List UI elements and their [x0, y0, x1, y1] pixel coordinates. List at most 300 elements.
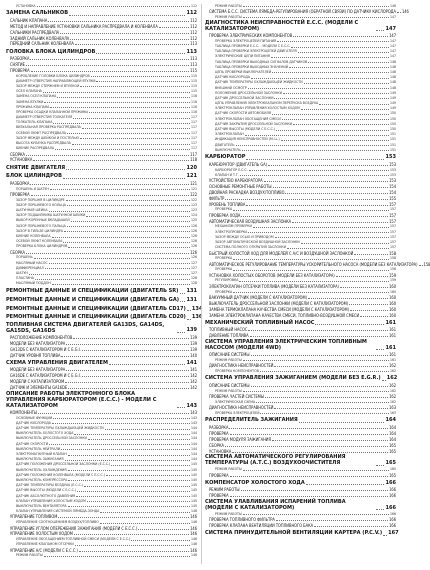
toc-entry	[6, 553, 197, 558]
toc-page-number: 162	[386, 375, 398, 382]
dot-leader	[55, 149, 190, 150]
toc-page-number: 157	[389, 245, 396, 250]
dot-leader	[66, 344, 189, 345]
toc-entry-title: ВИЗУАЛЬНАЯ ПРОВЕРКА РАСПРЕДВАЛА	[16, 125, 81, 130]
dot-leader	[272, 72, 389, 73]
toc-entry-title: ВАКУУМНЫЙ ДАТЧИК (МОДЕЛИ С КАТАЛИЗАТОРОМ)	[209, 294, 308, 300]
toc-page-number: 157	[389, 234, 396, 239]
dot-leader	[75, 545, 190, 546]
dot-leader	[248, 88, 389, 89]
toc-entry-title: ПРОВЕРКА КОМПОНЕНТОВ	[215, 368, 259, 373]
dot-leader	[177, 332, 185, 333]
toc-page-number: 131	[186, 288, 197, 295]
toc-page-number: 139	[190, 340, 197, 346]
toc-page-number: 139	[190, 346, 197, 352]
toc-entry-title: РЕЖИМ РАБОТЫ	[215, 3, 242, 8]
toc-entry-title: ВЫКЛЮЧАТЕЛЬ НЕЙТРАЛИ	[16, 446, 61, 451]
toc-page-number: 120	[186, 164, 197, 171]
dot-leader	[67, 226, 190, 227]
dot-leader	[314, 526, 388, 527]
toc-entry-title: ДАТЧИК СКОРОСТИ АВТОМОБИЛЯ	[215, 111, 272, 116]
dot-leader	[360, 316, 388, 317]
toc-page-number: 141	[190, 367, 197, 373]
toc-page-number: 145	[190, 467, 197, 472]
toc-section-entry	[205, 529, 399, 537]
toc-page-number: 117	[190, 151, 197, 157]
toc-page-number: 126	[190, 255, 197, 260]
toc-page-number: 113	[186, 48, 197, 55]
toc-page-number: 146	[190, 553, 197, 558]
toc-entry-title: ЦЕПЬ УПРАВЛЕНИЯ ЭЛЕКТРОКЛАПАНОМ ПЕРЕПУСКА ВОЗДУХА	[215, 101, 319, 106]
toc-page-number: 161	[385, 344, 396, 351]
toc-page-number: 115	[190, 83, 197, 88]
toc-entry-title: ВЫКЛЮЧАТЕЛЬ ДРОССЕЛЬНОЙ ЗАСЛОНКИ	[16, 436, 87, 441]
toc-entry-title: ПРОВЕРКА ТОПЛИВНОГО ФИЛЬТРА	[209, 517, 275, 523]
toc-page-number: 157	[389, 229, 396, 234]
toc-page-number: 161	[389, 357, 396, 362]
toc-entry	[205, 410, 396, 415]
toc-entry-title: ДАТЧИК ДРОССЕЛЬНОЙ ЗАСЛОНКИ	[215, 95, 274, 100]
dot-leader	[293, 36, 388, 37]
toc-page-number: 164	[385, 417, 396, 424]
toc-entry-title: ОСНОВНЫЕ РЕМОНТНЫЕ РАБОТЫ	[209, 184, 272, 190]
dot-leader	[43, 92, 190, 93]
toc-page-number: 154	[389, 190, 396, 195]
toc-entry-title: ПРОВЕРКА	[215, 256, 233, 261]
toc-page-number: 153	[389, 172, 396, 177]
dot-leader	[100, 523, 190, 524]
toc-page-number: 116	[190, 104, 197, 109]
dot-leader	[96, 81, 190, 82]
dot-leader	[106, 475, 190, 476]
toc-entry-title: ТАБЛИЦА ПРОВЕРКИ ВЫХОДНЫХ СИГНАЛОВ ДАТЧИКОВ	[215, 59, 308, 64]
toc-page-number: 166	[389, 487, 396, 493]
toc-entry-title: ТАБЛИЦА ПРОВЕРКИ ВЫХОДНЫХ ЗНАЧЕНИЙ	[215, 64, 289, 69]
toc-entry-title: ВЫКЛЮЧАТЕЛЬ КОМПРЕССОРА	[16, 477, 68, 482]
toc-page-number: 128	[190, 276, 197, 281]
dot-leader	[246, 159, 384, 160]
toc-entry-title: ПЕРЕДНИЙ САЛЬНИК КОЛЕНВАЛА	[10, 41, 74, 47]
toc-entry-title: ШАТУННАЯ ШЕЙКА	[16, 208, 48, 213]
toc-entry-title: ДИАГНОСТИКА НЕИСПРАВНОСТЕЙ E.C.C. (МОДЕЛИ С КАТАЛИЗАТОРОМ)	[205, 19, 359, 33]
toc-entry-title: КОРОБЛЕНИЕ ГОЛОВКИ БЛОКА ЦИЛИНДРОВ	[16, 73, 90, 78]
toc-entry-title: ДИАМЕТР ОТВЕРСТИЯ ТОЛКАТЕЛЯ	[16, 115, 73, 120]
dot-leader	[376, 509, 384, 510]
toc-page-number: 149	[389, 90, 396, 95]
toc-page-number: 115	[190, 89, 197, 94]
toc-entry-title: ДАТЧИК ВЫСОТЫ (МОДЕЛИ С E.C.C.)	[215, 127, 276, 132]
toc-entry-title: СНЯТИЕ ДВИГАТЕЛЯ	[6, 164, 66, 171]
toc-page-number: 121	[190, 186, 197, 191]
dot-leader	[49, 444, 190, 445]
dot-leader	[66, 200, 190, 201]
toc-page-number: 143	[186, 402, 197, 409]
dot-leader	[67, 205, 190, 206]
dot-leader	[233, 270, 389, 271]
toc-page-number: 144	[190, 457, 197, 462]
toc-page-number: 146	[389, 3, 396, 8]
toc-entry-title: ПРОВЕРКА ХОДА	[209, 212, 241, 218]
dot-leader	[26, 155, 189, 156]
toc-page-number: 157	[389, 212, 396, 218]
toc-page-number: 162	[389, 382, 396, 388]
toc-entry-title: РЕЖИМ РАБОТЫ	[215, 357, 242, 362]
toc-entry-title: GA13DS С КАТАЛИЗАТОРОМ И С E.G.I.	[10, 346, 81, 352]
dot-leader	[419, 265, 423, 266]
toc-entry-title: МЕХАНИЧЕСКИЙ ТОПЛИВНЫЙ НАСОС	[205, 319, 315, 326]
toc-entry	[205, 332, 396, 338]
dot-leader	[30, 184, 189, 185]
dot-leader	[38, 413, 189, 414]
toc-entry-title: СИСТЕМА ПОЛНОГО ОТКРЫТИЯ ЗАСЛОНКИ	[215, 245, 286, 250]
dot-leader	[230, 434, 388, 435]
toc-section-entry	[6, 391, 197, 410]
dot-leader	[60, 33, 189, 34]
toc-entry-title: УСТРОЙСТВО КАРБЮРАТОРА	[209, 178, 263, 184]
toc-entry-title: ПОРШЕНЬ И ШАТУН	[16, 186, 49, 191]
dot-leader	[82, 350, 189, 351]
dot-leader	[272, 440, 388, 441]
toc-page-number: 117	[190, 120, 197, 125]
toc-entry-title: УПРАВЛЕНИЕ ТОПЛИВОМ	[10, 514, 58, 520]
toc-page-number: 117	[190, 146, 197, 151]
dot-leader	[34, 258, 190, 259]
dot-leader	[274, 366, 388, 367]
dot-leader	[225, 199, 388, 200]
dot-leader	[84, 486, 190, 487]
dot-leader	[287, 248, 389, 249]
dot-leader	[289, 67, 389, 68]
toc-page-number: 117	[190, 130, 197, 135]
toc-entry-title: ДВИГАТЕЛЬ	[215, 142, 235, 147]
toc-entry-title: РАЗБОРКА	[10, 180, 30, 186]
toc-page-number: 145	[190, 488, 197, 493]
toc-entry-title: ДАТЧИК И ЭЛЕМЕНТЫ GA16DE	[10, 384, 68, 390]
dot-leader	[268, 165, 388, 166]
toc-section-entry	[205, 499, 396, 511]
toc-entry-title: БИЕНИЕ КОЛЕНВАЛА	[16, 234, 51, 238]
dot-leader	[249, 170, 389, 171]
toc-page-number: 117	[190, 125, 197, 130]
toc-page-number: 163	[389, 410, 396, 415]
toc-entry-title: ПРОВЕРКА	[10, 192, 30, 197]
dot-leader	[243, 514, 389, 515]
toc-page-number: 142	[190, 384, 197, 390]
dot-leader	[111, 465, 190, 466]
toc-page-number: 117	[190, 115, 197, 120]
toc-section-entry	[205, 416, 396, 424]
dot-leader	[79, 551, 189, 552]
dot-leader	[82, 128, 190, 129]
toc-entry-title: ЗАЗОР МЕЖДУ СТЕРЖНЕМ И ВТУЛКОЙ	[16, 83, 80, 88]
dot-leader	[239, 281, 389, 282]
dot-leader	[50, 107, 190, 108]
toc-entry-title: ТАБЛИЦА ПРОВЕРКИ ЭЛЕКТРОЦЕПЕЙ ДВИГАТЕЛЯ	[215, 49, 297, 54]
toc-page-number: 145	[190, 462, 197, 467]
dot-leader	[68, 455, 190, 456]
toc-page-number: 162	[389, 388, 396, 393]
dot-leader	[315, 324, 384, 325]
dot-leader	[66, 370, 189, 371]
toc-page-number: 147	[389, 44, 396, 49]
toc-page-number: 166	[389, 517, 396, 523]
dot-leader	[73, 338, 189, 339]
toc-section-entry	[6, 358, 197, 366]
toc-entry-title: ДАВЛЕНИЕ ТОПЛИВА	[209, 333, 249, 339]
toc-entry-title: ДАТЧИК ПОЛОЖЕНИЯ ДРОССЕЛЬНОЙ ЗАСЛОНКИ (E.C.C.)	[16, 462, 111, 467]
toc-entry-title: РЕМОНТНЫЕ ДАННЫЕ И СПЕЦИФИКАЦИИ (ДВИГАТЕЛЬ CD17)	[6, 305, 186, 312]
dot-leader	[61, 449, 190, 450]
toc-page-number: 143	[190, 420, 197, 425]
toc-page-number: 149	[389, 101, 396, 106]
toc-section-entry	[205, 153, 396, 161]
dot-leader	[80, 86, 190, 87]
toc-entry-title: ДАТЧИК УРОВНЯ ТОПЛИВА	[10, 352, 61, 358]
dot-leader	[283, 93, 389, 94]
toc-entry-title: ЗАМЕНА САЛЬНИКОВ	[6, 10, 69, 17]
dot-leader	[253, 227, 389, 228]
toc-page-number: 166	[389, 511, 396, 516]
toc-page-number: 115	[190, 67, 197, 73]
toc-page-number: 121	[190, 180, 197, 186]
dot-leader	[281, 140, 389, 141]
toc-page-number: 147	[389, 54, 396, 59]
toc-entry-title: ПРОВЕРКА	[209, 493, 229, 499]
dot-leader	[274, 98, 389, 99]
toc-page-number: 157	[389, 201, 396, 207]
dot-leader	[109, 364, 186, 365]
toc-entry-title: ДАТЧИК ТЕМПЕРАТУРЫ ВОЗДУХА (E.C.C.)	[16, 483, 84, 488]
toc-entry-title: КЛАПАН И Т.Т.	[215, 172, 239, 177]
toc-entry-title: ДАТЧИК АБСОЛЮТНОГО ДАВЛЕНИЯ	[16, 493, 76, 498]
toc-page-number: 164	[389, 424, 396, 430]
dot-leader	[67, 133, 190, 134]
toc-entry-title: ПОЛОЖЕНИЕ ДРОССЕЛЬНОЙ ЗАСЛОНКИ	[215, 90, 282, 95]
dot-leader	[63, 242, 190, 243]
dot-leader	[63, 178, 186, 179]
toc-entry-title: БЛОК ЦИЛИНДРОВ	[6, 173, 62, 180]
toc-page-number: 112	[190, 3, 197, 8]
dot-leader	[64, 231, 190, 232]
toc-entry-title: ЗАЗОР АВТОМАТИЧЕСКОЙ ВОЗДУШНОЙ ЗАСЛОНКИ	[215, 240, 300, 244]
toc-entry-title: УПРАВЛЕНИЕ СООТНОШЕНИЕМ ВОЗДУХ/ТОПЛИВО	[16, 520, 99, 525]
dot-leader	[308, 62, 389, 63]
toc-section-entry	[6, 304, 203, 312]
toc-entry-title: ЗАЗОР ПОРШНЕВОГО ПАЛЬЦА	[16, 223, 66, 228]
dot-leader	[68, 388, 189, 389]
dot-leader	[29, 274, 190, 275]
dot-leader	[276, 520, 388, 521]
toc-entry-title: УПРАВЛЕНИЕ КЛАПАНОМ ОТСЕЧКИ	[16, 542, 74, 547]
toc-entry-title: СИСТЕМА ПРИНУДИТЕЛЬНОЙ ВЕНТИЛЯЦИИ КАРТЕРА (P.C.V.)	[205, 530, 383, 537]
dot-leader	[274, 408, 388, 409]
toc-page-number: 146	[190, 509, 197, 514]
toc-page-number: 162	[389, 368, 396, 373]
toc-entry-title: РЕЖИМ РАБОТЫ	[215, 511, 242, 516]
dot-leader	[68, 247, 190, 248]
toc-section-entry	[205, 318, 396, 326]
dot-leader	[73, 118, 190, 119]
toc-page-number: 126	[190, 234, 197, 238]
toc-section-entry	[6, 172, 197, 180]
toc-right-column	[205, 3, 430, 570]
toc-page-number: 160	[389, 283, 396, 289]
toc-page-number: 159	[389, 272, 396, 278]
toc-page-number: 157	[389, 207, 396, 212]
dot-leader	[30, 59, 189, 60]
toc-page-number: 166	[389, 523, 396, 529]
toc-entry-title: ДАТЧИК ПОЛОЖЕНИЯ КОЛЕНВАЛА (МОДЕЛИ С E.C.C.)	[16, 472, 105, 477]
dot-leader	[68, 480, 190, 481]
dot-leader	[48, 21, 189, 22]
toc-page-number: 151	[389, 132, 396, 137]
toc-page-number: 144	[190, 441, 197, 446]
toc-page-number: 153	[385, 154, 396, 161]
toc-page-number: 126	[190, 239, 197, 244]
toc-page-number: 144	[190, 446, 197, 451]
dot-leader	[100, 512, 190, 513]
toc-entry-title: ДИАГНОСТИКА НЕИСПРАВНОСТЕЙ	[209, 363, 274, 369]
toc-entry-title: ПРОВЕРКА	[215, 207, 233, 212]
toc-entry-title: РЕЖИМ РАБОТЫ	[215, 14, 242, 19]
dot-leader	[319, 104, 389, 105]
toc-page-number: 165	[389, 467, 396, 472]
toc-entry-title: СНЯТИЕ	[10, 61, 25, 67]
dot-leader	[248, 330, 388, 331]
toc-page-number: 166	[385, 479, 396, 486]
toc-page-number: 112	[190, 23, 197, 29]
toc-page-number: 145	[190, 483, 197, 488]
toc-entry-title: РЕМОНТНЫЕ ДАННЫЕ И СПЕЦИФИКАЦИИ (ДВИГАТЕЛЬ SR)	[6, 288, 179, 295]
toc-entry-title: ЗАМЕНА ТЕРМОКЛАПАНА КАЧЕСТВА СМЕСИ (МОДЕЛИ С КАТАЛИЗАТОРОМ)	[209, 306, 350, 312]
toc-page-number: 126	[190, 223, 197, 228]
dot-leader	[236, 145, 389, 146]
dot-leader	[52, 423, 190, 424]
toc-entry-title: СИСТЕМА E.C.C. СИСТЕМА ЛЯМБДА-РЕГУЛИРОВАНИЯ (ОБРАТНОЙ СВЯЗИ) ПО ДАТЧИКУ КИСЛОРОДА	[209, 9, 396, 15]
toc-page-number: 117	[190, 135, 197, 140]
dot-leader	[53, 418, 190, 419]
toc-page-number: 149	[389, 106, 396, 111]
toc-section-entry	[205, 478, 396, 486]
toc-entry-title: ВЫКЛЮЧАТЕЛЬ ЗАЖИГАНИЯ	[16, 457, 64, 462]
toc-entry-title: ЗАЗОР МЕЖДУ ШЕЙКОЙ И ПОСТЕЛЬЮ	[16, 135, 80, 140]
dot-leader	[304, 83, 389, 84]
toc-entry-title: БЫСТРЫЙ ХОЛОСТОЙ ХОД ДЛЯ МОДЕЛЕЙ С А/С И ВОЗДУШНОЙ ЗАСЛОНКОЙ	[209, 250, 354, 256]
toc-entry-title: МАСЛЯНЫЙ НАСОС	[16, 260, 48, 265]
dot-leader	[306, 484, 385, 485]
toc-entry-title: ПРОВЕРКА	[10, 67, 30, 73]
dot-leader	[250, 336, 389, 337]
toc-entry-title: ПРОВЕРКА ЭЛЕКТРОЦЕПЕЙ	[215, 410, 260, 415]
toc-page-number: 150	[389, 111, 396, 116]
toc-entry-title: ИНДИКАЦИЯ НЕИСПРАВНОСТЕЙ (М.І.L.)	[215, 137, 280, 142]
toc-page-number: 151	[389, 147, 396, 152]
toc-entry-title: ЗАЗОР МЕЖДУ ОСЬЮ И ПРИВОДОМ	[215, 234, 274, 239]
toc-entry-title: ПРОВЕРКА ЧАСТЕЙ СИСТЕМЫ	[209, 394, 264, 400]
toc-left-column	[6, 3, 203, 570]
toc-page-number: 116	[190, 94, 197, 99]
toc-page-number: 148	[389, 80, 396, 85]
toc-entry-title: ТОЛКАТЕЛЬ КЛАПАНА	[16, 120, 53, 125]
dot-leader	[241, 490, 389, 491]
toc-entry-title: РАЗБОРКА	[10, 56, 30, 62]
toc-page-number: 161	[385, 319, 396, 326]
toc-page-number: 164	[389, 430, 396, 436]
toc-page-number: 147	[389, 38, 396, 43]
toc-entry-title: МОДЕЛИ БЕЗ КАТАЛИЗАТОРА	[10, 340, 66, 346]
dot-leader	[383, 535, 387, 536]
dot-leader	[26, 253, 189, 254]
toc-section-entry	[6, 163, 197, 171]
toc-entry-title: ПРОВЕРКА ЭЛЕКТРОЦЕПЕЙ ПИТАНИЯ	[215, 38, 277, 43]
toc-entry	[6, 157, 197, 163]
toc-page-number: 113	[190, 56, 197, 62]
dot-leader	[225, 446, 388, 447]
toc-entry-title: ОСНОВНЫЕ ФУНКЦИИ	[16, 415, 53, 420]
toc-page-number: 121	[186, 173, 197, 180]
toc-page-number: 148	[389, 59, 396, 64]
dot-leader	[49, 211, 190, 212]
toc-page-number: 165	[389, 442, 396, 448]
toc-entry-title: ВЫКЛЮЧАТЕЛЬ ВЕНТИЛЯТОРА	[16, 503, 67, 508]
toc-entry-title: МЕХАНИЗМ ПРОВЕРКИ	[215, 224, 252, 229]
toc-entry-title: МАСЛЯНЫЙ ПОДДОН	[16, 281, 51, 286]
toc-page-number: 151	[389, 137, 396, 142]
dot-leader	[382, 380, 386, 381]
dot-leader	[233, 259, 389, 260]
toc-page-number: 113	[190, 61, 197, 67]
toc-page-number: 160	[389, 300, 396, 306]
toc-entry-title: ТАБЛИЦА ПРОВЕРКИ E.C.C. - МОДЕЛИ С E.C.C.	[215, 44, 291, 49]
toc-entry-title: УПРАВЛЕНИЕ УГЛОМ ОПЕРЕЖЕНИЯ ЗАЖИГАНИЯ (МОДЕЛИ С E.C.C.)	[10, 525, 138, 531]
dot-leader	[282, 119, 389, 120]
toc-page-number: 146	[190, 531, 197, 537]
dot-leader	[264, 181, 389, 182]
toc-page-number: 146	[401, 9, 409, 15]
toc-page-number: 149	[389, 95, 396, 100]
dot-leader	[242, 150, 389, 151]
dot-leader	[180, 293, 186, 294]
toc-entry-title: ГОЛОВКА БЛОКА ЦИЛИНДРОВ	[6, 48, 96, 55]
toc-entry-title: ОПИСАНИЕ СИСТЕМЫ	[209, 352, 250, 358]
toc-page-number: 116	[190, 109, 197, 114]
toc-entry-title: УПРАВЛЕНИЕ ХОЛОСТЫМ ХОДОМ	[10, 531, 73, 537]
toc-page-number: 166	[389, 493, 396, 499]
dot-leader	[232, 452, 388, 453]
dot-leader	[53, 123, 190, 124]
toc-entry-title: УСТАНОВКА	[16, 3, 36, 8]
toc-entry	[205, 368, 396, 373]
toc-page-number: 123	[190, 202, 197, 207]
dot-leader	[265, 397, 388, 398]
dot-leader	[299, 422, 385, 423]
toc-page-number: 146	[190, 525, 197, 531]
toc-page-number: 148	[389, 85, 396, 90]
toc-page-number: 153	[389, 161, 396, 167]
toc-entry-title: КАРБЮРАТОР (ДВИГАТЕЛЬ GA)	[209, 161, 267, 167]
toc-entry-title: СБОРКА	[10, 151, 25, 157]
dot-leader	[89, 112, 190, 113]
toc-entry-title: ВЫКЛЮЧАТЕЛЬ ХОЛОСТОГО ХОДА	[16, 431, 74, 436]
dot-leader	[87, 501, 190, 502]
dot-leader	[131, 540, 190, 541]
dot-leader	[349, 304, 388, 305]
toc-entry	[205, 14, 396, 19]
toc-entry-title: ПРОВЕРКА БЛОКА ЦИЛИНДРОВ	[16, 244, 68, 249]
toc-entry-title: ДИАМЕТР ОТВЕРСТИЯ НАПРАВЛЯЮЩЕЙ ВТУЛКИ	[16, 78, 96, 83]
toc-entry-title: КАРБЮРАТОР	[205, 154, 246, 161]
toc-entry-title: ЭЛЕКТРОМАГНИТНЫЙ КЛАПАН	[16, 452, 67, 457]
